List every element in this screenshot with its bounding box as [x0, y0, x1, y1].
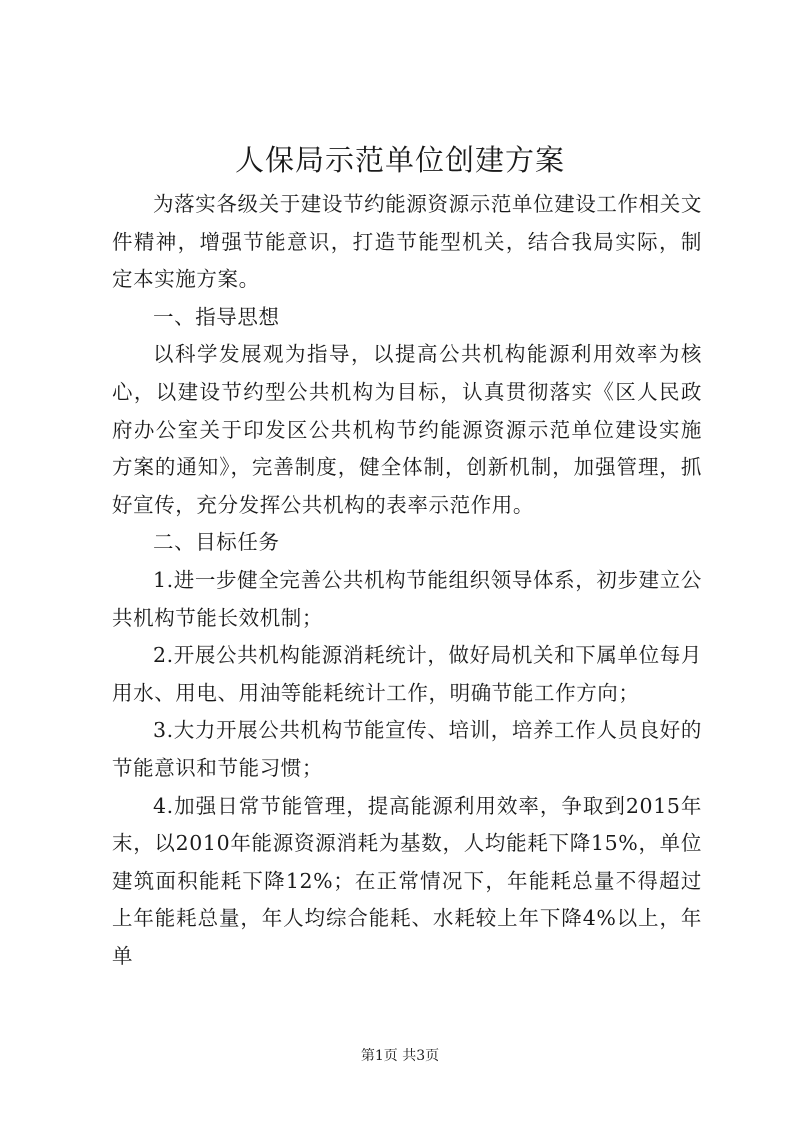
document-body	[112, 186, 702, 975]
section-heading-goals-tasks: 二、目标任务	[153, 530, 280, 555]
page-footer: 第1页 共3页	[360, 1048, 440, 1064]
task-item-1: 1.进一步健全完善公共机构节能组织领导体系，初步建立公共机构节能长效机制；	[112, 567, 702, 630]
document-title: 人保局示范单位创建方案	[234, 143, 565, 177]
guiding-ideology-paragraph: 以科学发展观为指导，以提高公共机构能源利用效率为核心，以建设节约型公共机构为目标，认真贯彻落实《区人民政府办公室关于印发区公共机构节约能源资源示范单位建设实施方案的通知》，完善制度，健全体制，创新机制，加强管理，抓好宣传，充分发挥公共机构的表率示范作用。	[112, 342, 702, 517]
intro-paragraph: 为落实各级关于建设节约能源资源示范单位建设工作相关文件精神，增强节能意识，打造节能型机关，结合我局实际，制定本实施方案。	[112, 192, 702, 292]
task-item-2: 2.开展公共机构能源消耗统计，做好局机关和下属单位每月用水、用电、用油等能耗统计工作，明确节能工作方向；	[112, 643, 702, 705]
task-item-3: 3.大力开展公共机构节能宣传、培训，培养工作人员良好的节能意识和节能习惯；	[112, 718, 702, 780]
section-heading-guiding-ideology: 一、指导思想	[153, 304, 280, 329]
task-item-4: 4.加强日常节能管理，提高能源利用效率，争取到2015年末，以2010年能源资源消耗为基数，人均能耗下降15%，单位建筑面积能耗下降12%；在正常情况下，年能耗总量不得超过上年能耗总量，年人均综合能耗、水耗较上年下降4%以上，年单	[112, 793, 702, 968]
